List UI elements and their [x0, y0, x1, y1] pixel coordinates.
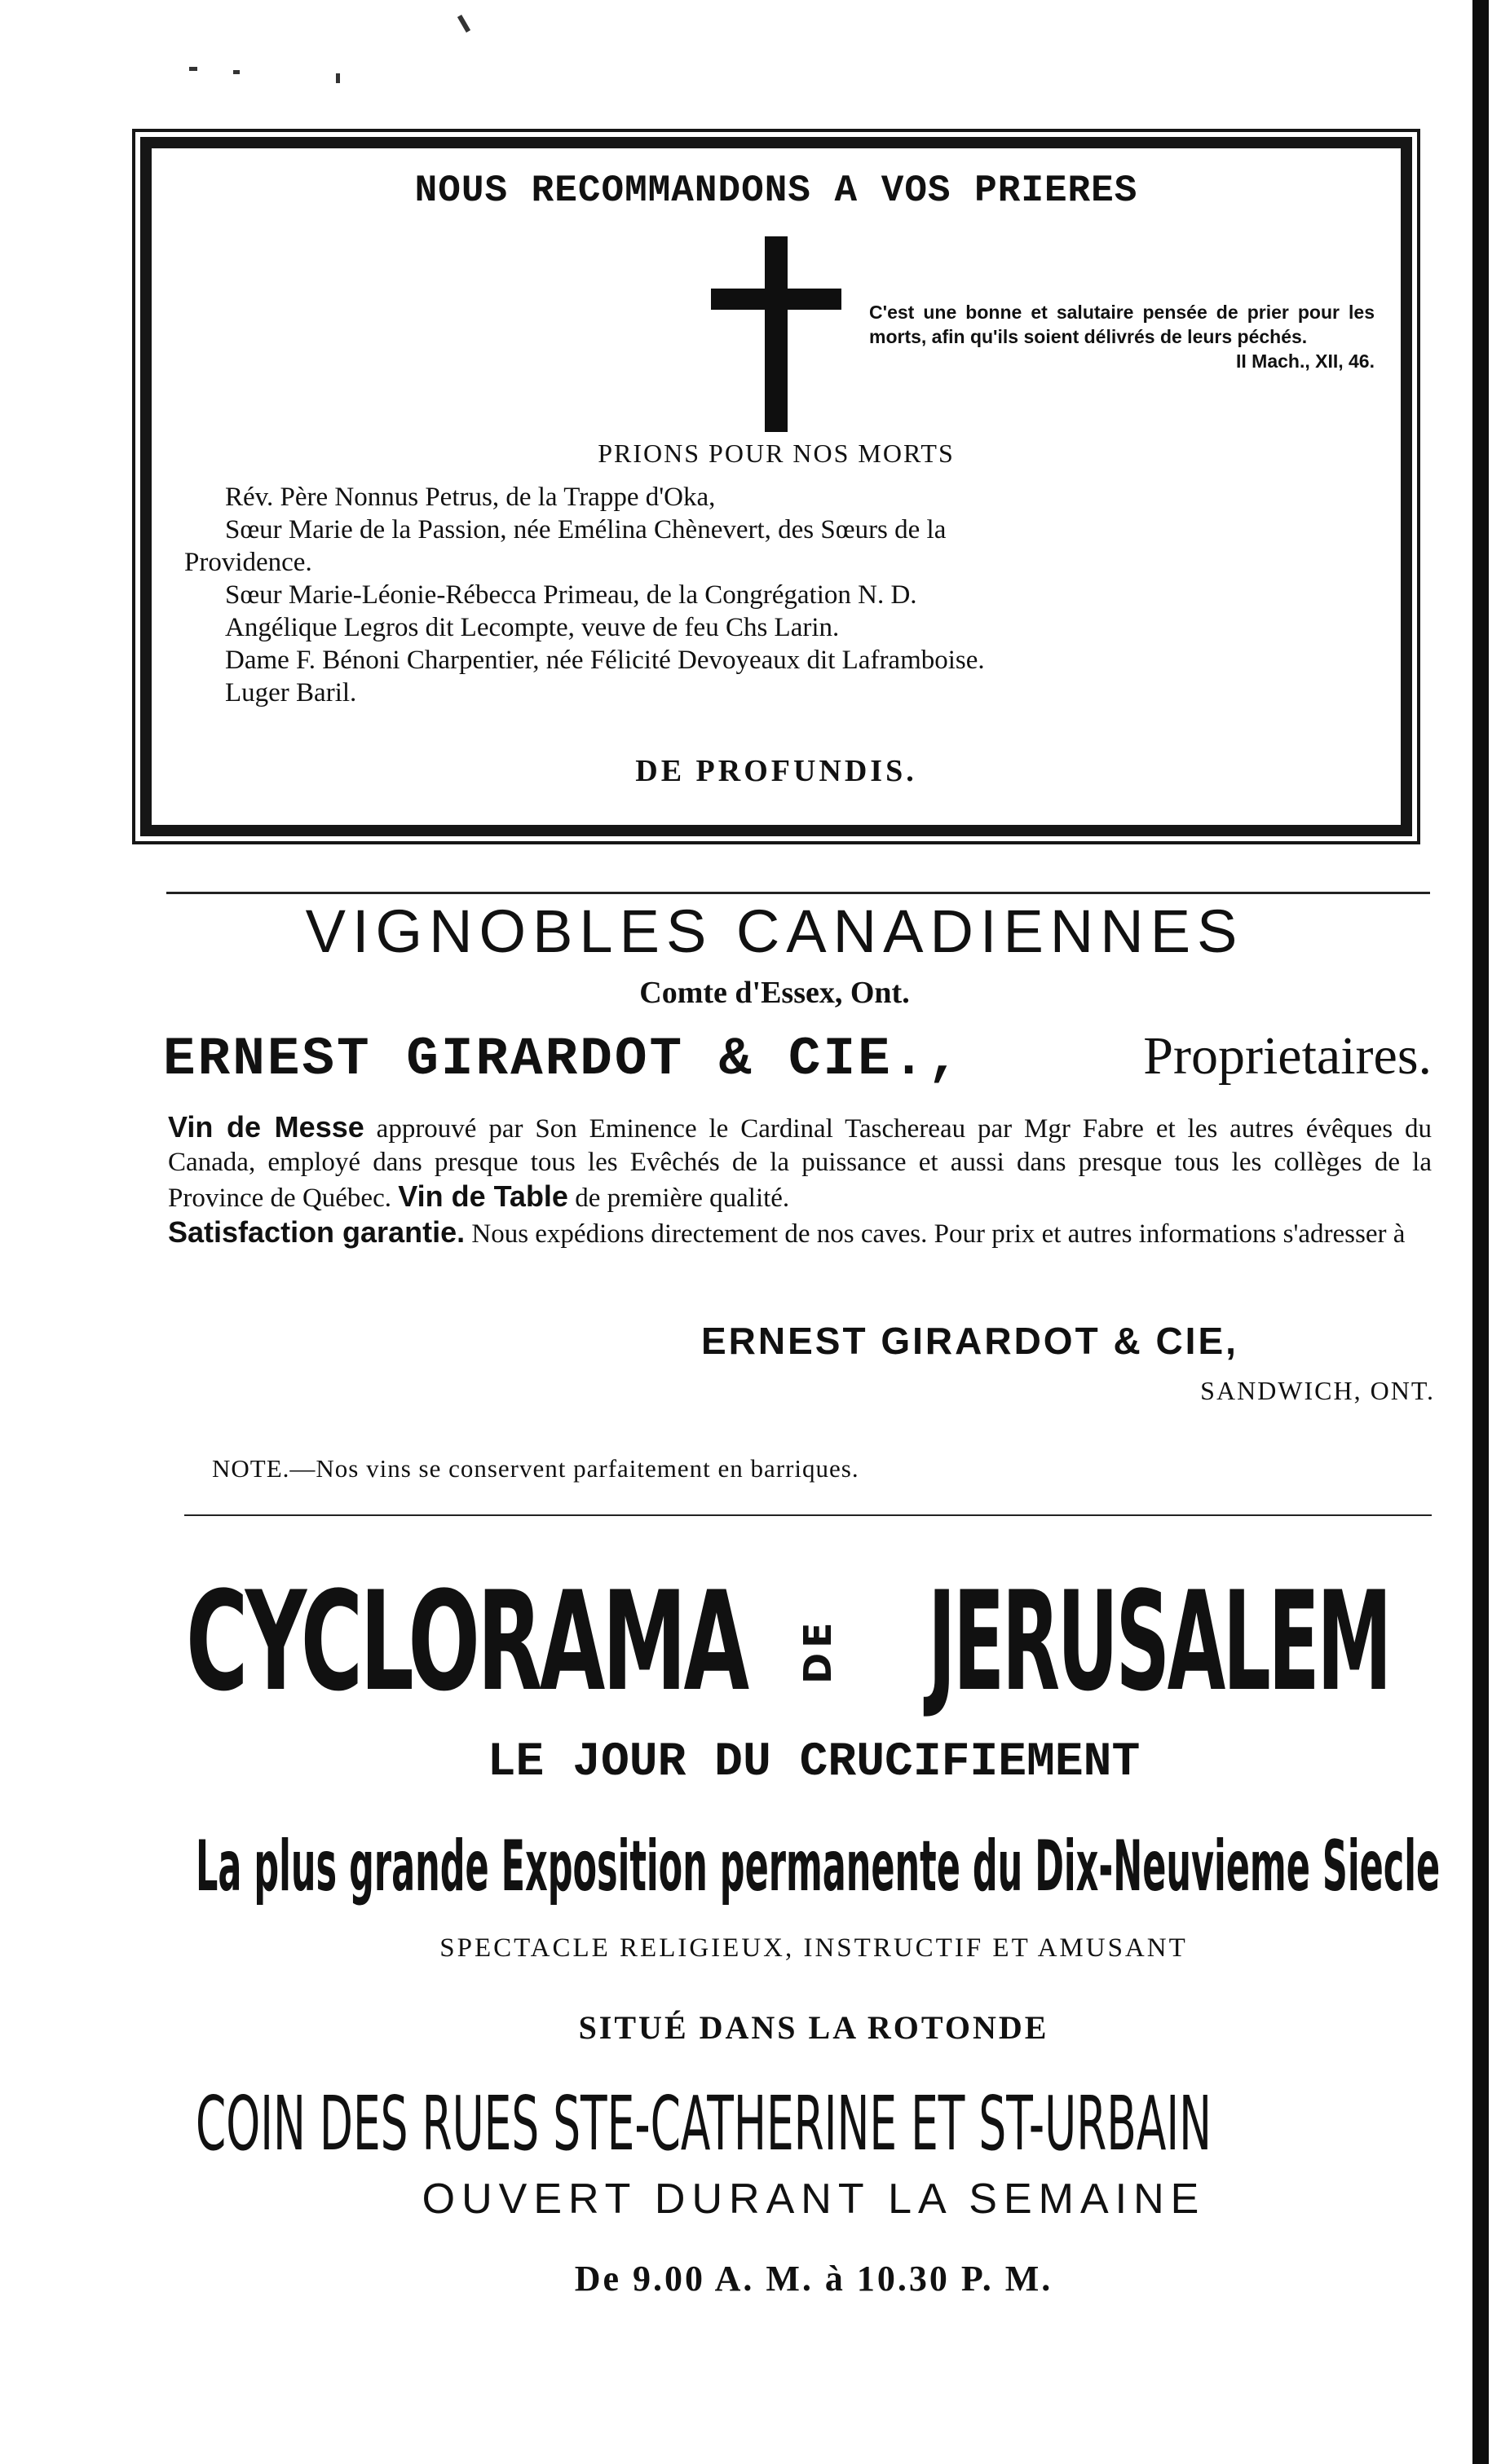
- deceased-entry: Providence.: [184, 548, 312, 577]
- cyclorama-subtitle: LE JOUR DU CRUCIFIEMENT: [487, 1736, 1141, 1789]
- deceased-entry: Sœur Marie de la Passion, née Emélina Chènevert, des Sœurs de la: [225, 515, 947, 544]
- wine-body-text: de première qualité.: [567, 1184, 790, 1213]
- wine-ad-note: NOTE.—Nos vins se conservent parfaitement en barriques.: [212, 1454, 859, 1483]
- deceased-list: [184, 481, 1375, 709]
- page-edge-rule: [1472, 0, 1489, 2464]
- cyclorama-title-de: DE: [796, 1617, 840, 1684]
- deceased-entry: Angélique Legros dit Lecompte, veuve de feu Chs Larin.: [225, 613, 840, 642]
- wine-body-text: approuvé par Son Eminence le Cardinal Taschereau par Mgr Fabre et les autres évêques du Canada, employé dans presque tous les Evêchés de la puissance et aussi dans presque tous les collèges de la Province de Québec.: [168, 1114, 1432, 1213]
- prayer-heading: NOUS RECOMMANDONS A VOS PRIERES: [414, 170, 1138, 212]
- cyclorama-title-left: CYCLORAMA: [186, 1562, 747, 1721]
- divider: [184, 1514, 1432, 1516]
- deceased-entry: Rév. Père Nonnus Petrus, de la Trappe d'Oka,: [225, 483, 716, 512]
- print-speck: [457, 15, 470, 33]
- prayer-subheading: PRIONS POUR NOS MORTS: [598, 439, 955, 468]
- wine-ad-body: [168, 1110, 1432, 1251]
- deceased-entry: Dame F. Bénoni Charpentier, née Félicité Devoyeaux dit Laframboise.: [225, 646, 985, 675]
- wine-body-bold: Satisfaction garantie.: [168, 1215, 466, 1249]
- wine-ad-place: SANDWICH, ONT.: [1200, 1376, 1435, 1405]
- print-speck: [233, 70, 240, 74]
- wine-ad-owner: [163, 1025, 1432, 1090]
- scripture-quote: [869, 300, 1375, 373]
- cross-icon: [711, 236, 841, 432]
- prayer-closing: DE PROFUNDIS.: [635, 754, 917, 788]
- print-speck: [336, 73, 340, 83]
- wine-body-text: Nous expédions directement de nos caves. Pour prix et autres informations s'adresser à: [465, 1219, 1406, 1249]
- cyclorama-title: [186, 1562, 1441, 1721]
- firm-role: Proprietaires.: [1143, 1026, 1432, 1086]
- cyclorama-exposition: La plus grande Exposition permanente du Dix-Neuvieme Siecle: [196, 1826, 1441, 1907]
- wine-ad-contact: ERNEST GIRARDOT & CIE,: [701, 1320, 1238, 1362]
- wine-ad-subtitle: Comte d'Essex, Ont.: [639, 976, 910, 1010]
- wine-body-bold: Vin de Messe: [168, 1110, 364, 1144]
- deceased-entry: Luger Baril.: [225, 678, 357, 707]
- cyclorama-title-right: JERUSALEM: [928, 1562, 1389, 1721]
- cyclorama-open: OUVERT DURANT LA SEMAINE: [422, 2175, 1206, 2223]
- cyclorama-description: SPECTACLE RELIGIEUX, INSTRUCTIF ET AMUSANT: [439, 1933, 1188, 1963]
- cyclorama-hours: De 9.00 A. M. à 10.30 P. M.: [574, 2259, 1053, 2299]
- firm-name: ERNEST GIRARDOT & CIE.,: [163, 1029, 962, 1090]
- scripture-reference: II Mach., XII, 46.: [1235, 350, 1375, 372]
- scripture-text: C'est une bonne et salutaire pensée de prier pour les morts, afin qu'ils soient délivrés de leurs péchés.: [869, 302, 1375, 347]
- divider: [166, 892, 1430, 894]
- wine-ad-title: VIGNOBLES CANADIENNES: [305, 897, 1244, 965]
- cyclorama-location: SITUÉ DANS LA ROTONDE: [578, 2009, 1049, 2046]
- wine-body-bold: Vin de Table: [398, 1179, 568, 1213]
- cyclorama-address: COIN DES RUES STE-CATHERINE ET ST-URBAIN: [196, 2080, 1212, 2167]
- print-speck: [189, 67, 197, 71]
- prayer-notice: [140, 137, 1412, 836]
- deceased-entry: Sœur Marie-Léonie-Rébecca Primeau, de la Congrégation N. D.: [225, 580, 917, 610]
